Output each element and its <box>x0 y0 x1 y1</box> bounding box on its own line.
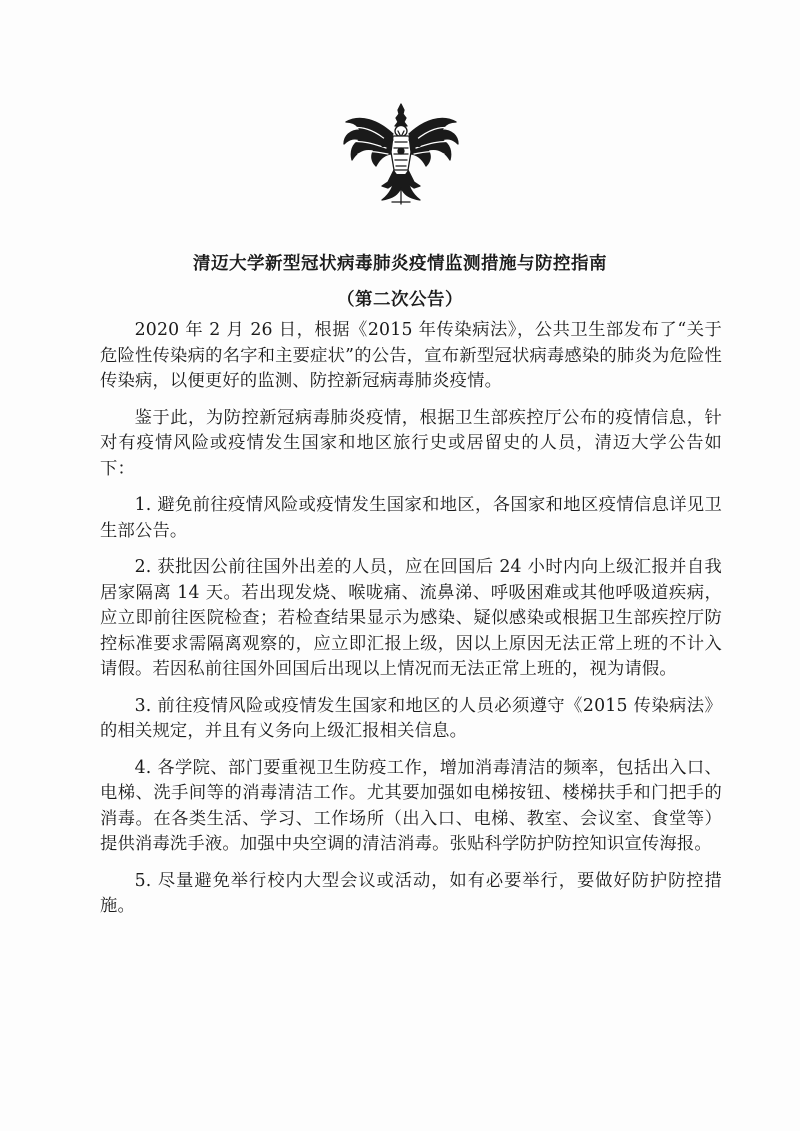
paragraph-item-4: 4. 各学院、部门要重视卫生防疫工作，增加消毒清洁的频率，包括出入口、电梯、洗手间等的消毒清洁工作。尤其要加强如电梯按钮、楼梯扶手和门把手的消毒。在各类生活、学习、工作场所（出入口、电梯、教室、会议室、食堂等）提供消毒洗手液。加强中央空调的清洁消毒。张贴科学防护防控知识宣传海报。 <box>100 757 722 854</box>
document-subtitle: （第二次公告） <box>337 290 463 310</box>
paragraph-announcement: 鉴于此，为防控新冠病毒肺炎疫情，根据卫生部疾控厅公布的疫情信息，针对有疫情风险或疫情发生国家和地区旅行史或居留史的人员，清迈大学公告如下： <box>100 407 722 479</box>
garuda-emblem-icon <box>338 100 464 210</box>
paragraph-item-3: 3. 前往疫情风险或疫情发生国家和地区的人员必须遵守《2015 传染病法》的相关规定，并且有义务向上级汇报相关信息。 <box>100 695 722 741</box>
paragraph-intro: 2020 年 2 月 26 日，根据《2015 年传染病法》，公共卫生部发布了“关于危险性传染病的名字和主要症状”的公告，宣布新型冠状病毒感染的肺炎为危险性传染病，以便更好的监测、防控新冠病毒肺炎疫情。 <box>100 320 722 391</box>
document-title: 清迈大学新型冠状病毒肺炎疫情监测措施与防控指南 <box>193 254 607 274</box>
paragraph-item-2: 2. 获批因公前往国外出差的人员，应在回国后 24 小时内向上级汇报并自我居家隔离 14 天。若出现发烧、喉咙痛、流鼻涕、呼吸困难或其他呼吸道疾病，应立即前往医院检查；若检查结果显示为感染、疑似感染或根据卫生部疾控厅防控标准要求需隔离观察的，应立即汇报上级，因以上原因无法正常上班的不计入请假。若因私前往国外回国后出现以上情况而无法正常上班的，视为请假。 <box>100 557 722 679</box>
paragraph-item-1: 1. 避免前往疫情风险或疫情发生国家和地区，各国家和地区疫情信息详见卫生部公告。 <box>100 495 722 541</box>
paragraph-item-5: 5. 尽量避免举行校内大型会议或活动，如有必要举行，要做好防护防控措施。 <box>100 870 722 916</box>
document-body <box>100 318 722 931</box>
